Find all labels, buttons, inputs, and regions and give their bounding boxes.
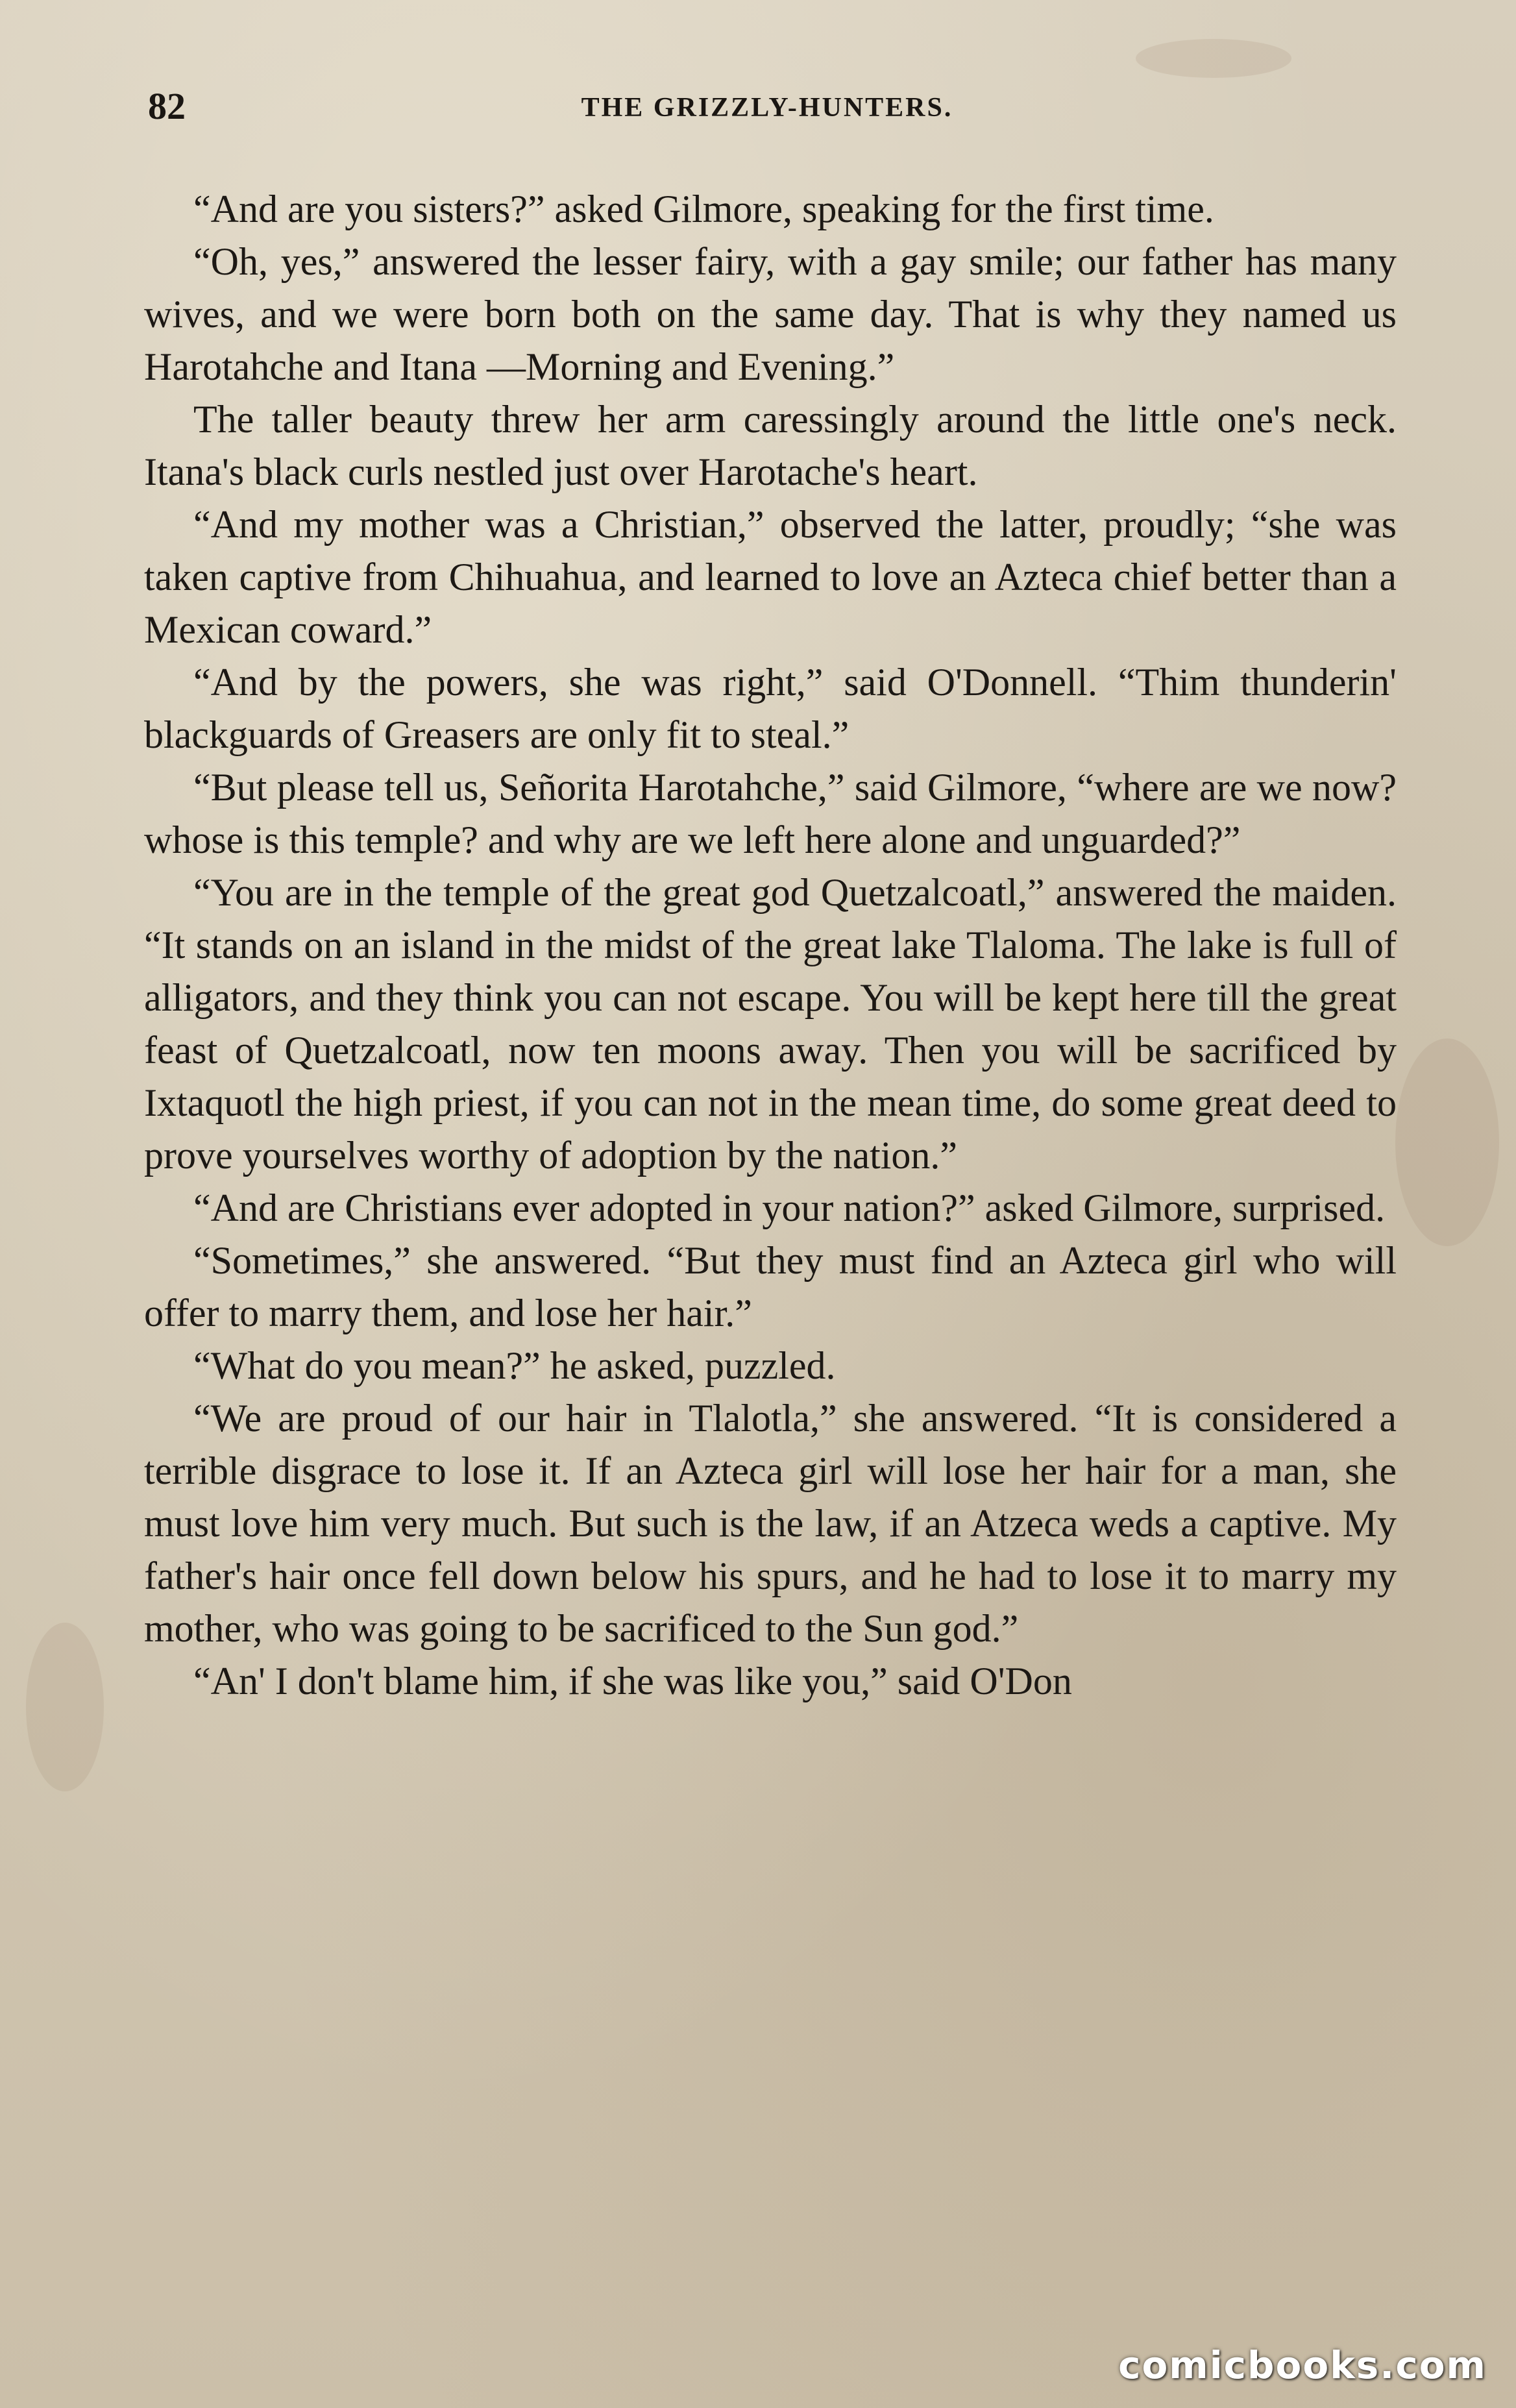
page-header xyxy=(148,84,1386,130)
paragraph: “And are Christians ever adopted in your nation?” asked Gilmore, surprised. xyxy=(193,1186,1386,1229)
paragraph: “But please tell us, Señorita Harotahche,” said Gilmore, “where are we now? whose is this temple? and why are we left here alone and unguarded?” xyxy=(144,766,1397,861)
paragraph: “An' I don't blame him, if she was like you,” said O'Don xyxy=(193,1660,1072,1702)
body-text xyxy=(144,183,1397,1708)
paragraph: “And my mother was a Christian,” observed the latter, proudly; “she was taken captive from Chihuahua, and learned to love an Azteca chief better than a Mexican coward.” xyxy=(144,503,1397,651)
running-title: THE GRIZZLY-HUNTERS. xyxy=(581,93,953,123)
paragraph: The taller beauty threw her arm caressingly around the little one's neck. Itana's black curls nestled just over Harotache's heart. xyxy=(144,398,1397,493)
paragraph: “Sometimes,” she answered. “But they must find an Azteca girl who will offer to marry them, and lose her hair.” xyxy=(144,1239,1397,1334)
paragraph: “And by the powers, she was right,” said O'Donnell. “Thim thunderin' blackguards of Greasers are only fit to steal.” xyxy=(144,661,1397,756)
paragraph: “We are proud of our hair in Tlalotla,” she answered. “It is considered a terrible disgrace to lose it. If an Azteca girl will lose her hair for a man, she must love him very much. But such is the law, if an Atzeca weds a captive. My father's hair once fell down below his spurs, and he had to lose it to marry my mother, who was going to be sacrificed to the Sun god.” xyxy=(144,1397,1397,1650)
paper-stain xyxy=(1395,1038,1499,1246)
paragraph: “And are you sisters?” asked Gilmore, speaking for the first time. xyxy=(193,188,1214,230)
paragraph: “You are in the temple of the great god Quetzalcoatl,” answered the maiden. “It stands on an island in the midst of the great lake Tlaloma. The lake is full of alligators, and they think you can not escape. You will be kept here till the great feast of Quetzalcoatl, now ten moons away. Then you will be sacrificed by Ixtaquotl the high priest, if you can not in the mean time, do some great deed to prove yourselves worthy of adoption by the nation.” xyxy=(144,871,1397,1177)
paper-stain xyxy=(1136,39,1291,78)
site-watermark: comicbooks.com xyxy=(1118,2343,1487,2387)
paragraph: “Oh, yes,” answered the lesser fairy, with a gay smile; our father has many wives, and we were born both on the same day. That is why they named us Harotahche and Itana —Morning and Evening.” xyxy=(144,240,1397,388)
paragraph: “What do you mean?” he asked, puzzled. xyxy=(193,1344,836,1387)
page-number: 82 xyxy=(148,85,186,127)
paper-stain xyxy=(26,1623,104,1791)
